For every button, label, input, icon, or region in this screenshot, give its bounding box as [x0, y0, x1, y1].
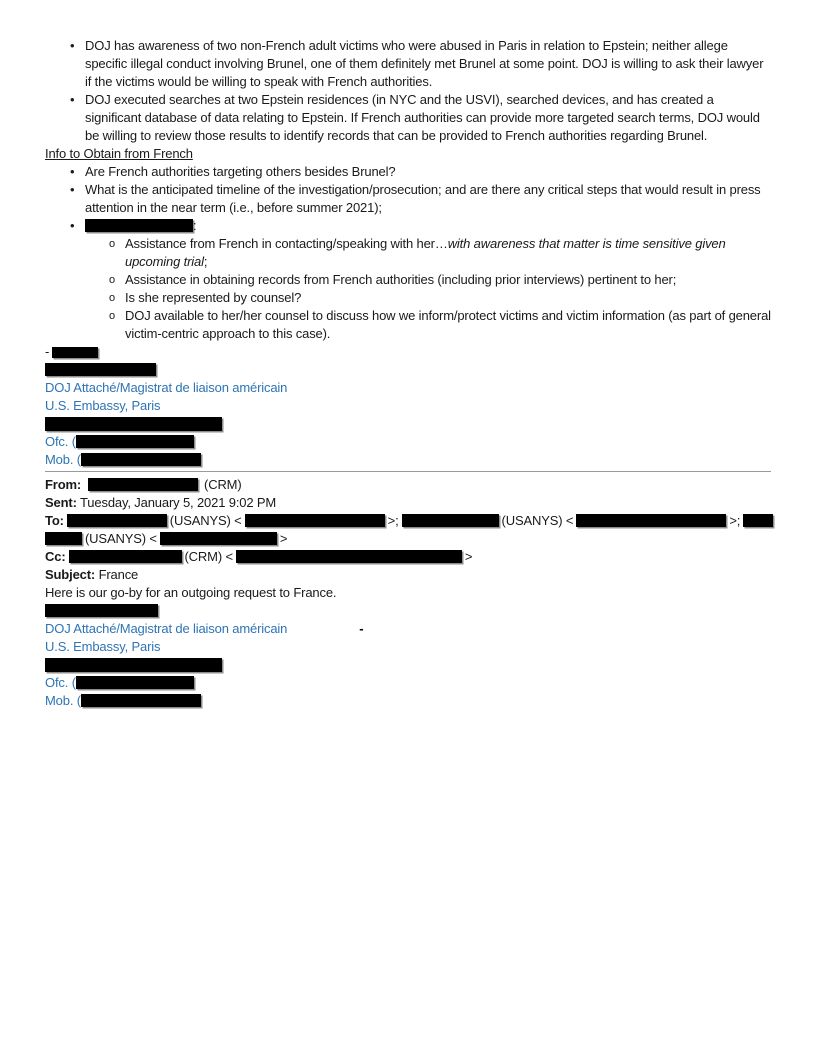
signature-mobile-phone-line	[45, 692, 771, 710]
cc-org-text: (CRM) <	[184, 549, 233, 564]
sub-bullet-italic-text: with awareness that matter is time sensitive given upcoming trial	[125, 236, 726, 269]
redaction-bar	[45, 363, 156, 376]
from-org-text: (CRM)	[204, 477, 242, 492]
signature-email-line	[45, 415, 771, 433]
sub-bullet-text: Assistance in obtaining records from French authorities (including prior interviews) pertinent to her;	[125, 272, 677, 287]
sub-bullet-item	[45, 307, 771, 343]
to-separator-text: >;	[729, 513, 741, 528]
signature-org: U.S. Embassy, Paris	[45, 639, 161, 654]
cc-close-text: >	[464, 549, 473, 564]
bullet-item	[45, 163, 771, 181]
from-line	[45, 476, 771, 494]
bullet-item-redacted	[45, 217, 771, 235]
signature-office-phone-line	[45, 433, 771, 451]
signature-org: U.S. Embassy, Paris	[45, 398, 161, 413]
to-org-text: (USANYS) <	[169, 513, 242, 528]
sub-bullet-item	[45, 271, 771, 289]
redaction-bar	[76, 435, 194, 448]
to-line-2	[45, 530, 771, 548]
redaction-bar	[81, 694, 201, 707]
redaction-bar	[45, 532, 82, 545]
bullet-text: :	[193, 218, 197, 233]
section-heading	[45, 145, 771, 163]
to-line-1	[45, 512, 771, 530]
signature-block-1	[45, 343, 771, 469]
sent-value: Tuesday, January 5, 2021 9:02 PM	[80, 495, 277, 510]
to-label: To:	[45, 513, 64, 528]
dash-text: -	[45, 344, 50, 359]
redaction-bar	[69, 550, 182, 563]
redaction-bar	[576, 514, 726, 527]
signature-name-line	[45, 602, 771, 620]
bullet-item	[45, 91, 771, 145]
signature-title: DOJ Attaché/Magistrat de liaison américain	[45, 621, 288, 636]
to-org-text: (USANYS) <	[501, 513, 574, 528]
office-phone-label: Ofc. (	[45, 434, 76, 449]
redaction-bar	[81, 453, 201, 466]
sent-line	[45, 494, 771, 512]
redaction-bar	[76, 676, 194, 689]
cc-label: Cc:	[45, 549, 66, 564]
bullet-text: Are French authorities targeting others besides Brunel?	[85, 164, 396, 179]
bullet-text: DOJ executed searches at two Epstein residences (in NYC and the USVI), searched devices, and has created a significant database of data relating to Epstein. If French authorities can provide more targeted search terms, DOJ would be willing to review those results to identify records that can be provided to French authorities regarding Brunel.	[85, 92, 760, 143]
signature-title: DOJ Attaché/Magistrat de liaison américain	[45, 380, 288, 395]
signature-title-line	[45, 620, 771, 638]
doj-summary-bullet-list	[45, 37, 771, 145]
to-org-text: (USANYS) <	[85, 531, 157, 546]
bullet-item	[45, 37, 771, 91]
redaction-bar	[52, 347, 98, 358]
email-divider	[45, 471, 771, 472]
redaction-bar	[743, 514, 773, 527]
redaction-bar	[67, 514, 167, 527]
redaction-bar	[88, 478, 198, 491]
subject-line	[45, 566, 771, 584]
sub-bullet-text: Assistance from French in contacting/speaking with her…	[125, 236, 448, 251]
sub-bullet-text: Is she represented by counsel?	[125, 290, 302, 305]
redaction-bar	[245, 514, 385, 527]
sub-bullet-item	[45, 235, 771, 271]
redaction-bar	[236, 550, 462, 563]
redaction-bar	[85, 219, 193, 232]
sent-label: Sent:	[45, 495, 77, 510]
signature-email-line	[45, 656, 771, 674]
section-heading-text: Info to Obtain from French	[45, 146, 193, 161]
redaction-bar	[402, 514, 499, 527]
dash-text: -	[359, 621, 364, 636]
redaction-bar	[160, 532, 277, 545]
sub-bullet-text: DOJ available to her/her counsel to discuss how we inform/protect victims and victim information (as part of general victim-centric approach to this case).	[125, 308, 771, 341]
to-close-text: >	[279, 531, 288, 546]
signature-name-line	[45, 361, 771, 379]
to-separator-text: >;	[387, 513, 399, 528]
mobile-phone-label: Mob. (	[45, 452, 81, 467]
signature-mobile-phone-line	[45, 451, 771, 469]
signature-block-2	[45, 602, 771, 710]
bullet-text: DOJ has awareness of two non-French adult victims who were abused in Paris in relation to Epstein; neither allege specific illegal conduct involving Brunel, one of them definitely met Brunel at some point. DOJ is willing to ask their lawyer if the victims would be willing to speak with French authorities.	[85, 38, 764, 89]
signature-dash-line	[45, 343, 771, 361]
redaction-bar	[45, 658, 222, 672]
redaction-bar	[45, 604, 158, 617]
sub-bullet-text: ;	[203, 254, 208, 269]
bullet-item	[45, 181, 771, 217]
mobile-phone-label: Mob. (	[45, 693, 81, 708]
signature-office-phone-line	[45, 674, 771, 692]
email-header	[45, 476, 771, 584]
email-body-text: Here is our go-by for an outgoing request to France.	[45, 585, 337, 600]
sub-bullet-item	[45, 289, 771, 307]
subject-value: France	[98, 567, 139, 582]
cc-line	[45, 548, 771, 566]
redaction-bar	[45, 417, 222, 431]
from-label: From:	[45, 477, 82, 492]
subject-label: Subject:	[45, 567, 96, 582]
office-phone-label: Ofc. (	[45, 675, 76, 690]
bullet-text: What is the anticipated timeline of the investigation/prosecution; and are there any critical steps that would result in press attention in the near term (i.e., before summer 2021);	[85, 182, 761, 215]
info-bullet-list	[45, 163, 771, 343]
